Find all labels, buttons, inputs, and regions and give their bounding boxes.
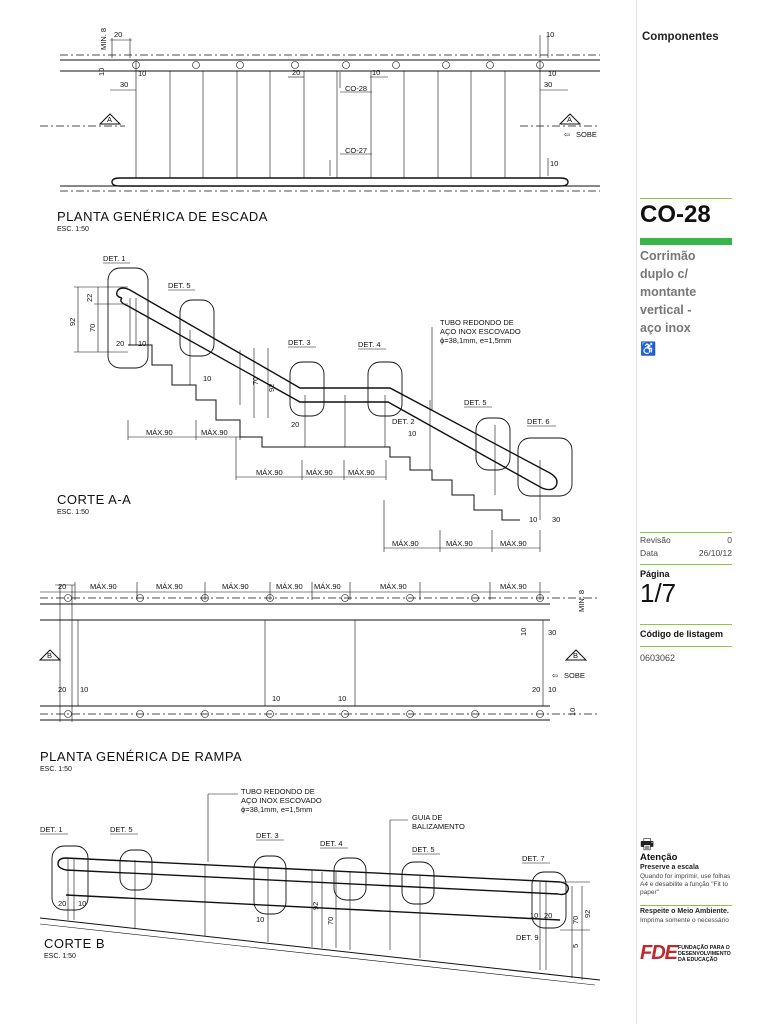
detail-label: DET. 4 bbox=[358, 340, 381, 349]
note-text: TUBO REDONDO DE bbox=[241, 787, 315, 796]
dim-text: 10 bbox=[372, 68, 381, 77]
detail-label: DET. 1 bbox=[103, 254, 126, 263]
sobe-arrow-icon: ⇦ bbox=[564, 130, 571, 139]
logo-text: FUNDAÇÃO PARA O DESENVOLVIMENTO DA EDUCAÇÃO bbox=[678, 945, 731, 963]
dim-text: 20 bbox=[544, 911, 553, 920]
view-scale: ESC. 1:50 bbox=[44, 953, 76, 960]
dim-text: MIN. 8 bbox=[99, 27, 108, 50]
section-heading: Componentes bbox=[642, 31, 719, 43]
printer-icon: 🖶 bbox=[640, 836, 655, 853]
data-value: 26/10/12 bbox=[698, 548, 732, 558]
dim-text: 10 bbox=[80, 685, 89, 694]
note-text: BALIZAMENTO bbox=[412, 822, 465, 831]
accent-bar bbox=[640, 238, 732, 245]
dim-text: 10 bbox=[256, 915, 265, 924]
dim-text: 20 bbox=[292, 68, 301, 77]
description-line: vertical - bbox=[640, 303, 692, 317]
detail-label: DET. 5 bbox=[110, 825, 133, 834]
codigo-label: Código de listagem bbox=[640, 629, 724, 639]
dim-text: 10 bbox=[530, 911, 539, 920]
planta-escada-view bbox=[40, 28, 600, 233]
dim-text: 10 bbox=[97, 67, 106, 76]
dim-text: MÁX.90 bbox=[446, 539, 473, 548]
dim-text: 70 bbox=[326, 916, 335, 925]
note-text: GUIA DE bbox=[412, 813, 443, 822]
meio-ambiente-title: Respeite o Meio Ambiente. bbox=[640, 908, 729, 915]
pagina-label: Página bbox=[640, 569, 670, 579]
atencao-text: Quando for imprimir, use folhas A4 e desabilite a função "Fit to paper" bbox=[640, 873, 731, 896]
label-co28: CO-28 bbox=[345, 84, 368, 93]
dim-text: MÁX.90 bbox=[306, 468, 333, 477]
detail-label: DET. 3 bbox=[288, 338, 311, 347]
detail-label: DET. 5 bbox=[464, 398, 487, 407]
section-label: A bbox=[567, 115, 573, 124]
note-text: TUBO REDONDO DE bbox=[440, 318, 514, 327]
view-title: CORTE A-A bbox=[57, 492, 132, 507]
dim-text: MÁX.90 bbox=[156, 582, 183, 591]
section-label: A bbox=[107, 115, 113, 124]
dim-text: 10 bbox=[272, 694, 281, 703]
view-scale: ESC. 1:50 bbox=[40, 766, 72, 773]
dim-text: 70 bbox=[251, 376, 260, 385]
dim-text: 10 bbox=[203, 374, 212, 383]
detail-label: DET. 6 bbox=[527, 417, 550, 426]
atencao-title: Atenção bbox=[640, 852, 678, 863]
view-title: PLANTA GENÉRICA DE RAMPA bbox=[40, 749, 243, 764]
dim-text: 30 bbox=[544, 80, 553, 89]
sobe-arrow-icon: ⇦ bbox=[552, 671, 559, 680]
component-code: CO-28 bbox=[640, 201, 711, 228]
sidebar bbox=[640, 0, 768, 1024]
note-text: ϕ=38,1mm, e=1,5mm bbox=[241, 805, 313, 814]
detail-marker bbox=[518, 438, 572, 496]
dim-text: 10 bbox=[408, 429, 417, 438]
dim-text: 10 bbox=[550, 159, 559, 168]
corte-b-view bbox=[40, 787, 600, 985]
dim-text: 10 bbox=[138, 69, 147, 78]
dim-text: 70 bbox=[88, 323, 97, 332]
dim-text: MÁX.90 bbox=[276, 582, 303, 591]
dim-text: 10 bbox=[519, 627, 528, 636]
data-row bbox=[640, 548, 732, 558]
dim-text: 92 bbox=[311, 901, 320, 910]
description-line: aço inox bbox=[640, 321, 691, 335]
dim-text: 20 bbox=[58, 582, 67, 591]
dim-text: 10 bbox=[138, 339, 147, 348]
data-label: Data bbox=[640, 548, 658, 558]
detail-label: DET. 9 bbox=[516, 933, 539, 942]
detail-marker bbox=[120, 850, 152, 890]
dim-text: 22 bbox=[85, 293, 94, 302]
dim-text: 10 bbox=[78, 899, 87, 908]
pagina-value: 1/7 bbox=[640, 578, 677, 608]
dim-text: MÁX.90 bbox=[90, 582, 117, 591]
divider bbox=[640, 532, 732, 533]
dim-text: 5 bbox=[571, 943, 580, 948]
dim-text: 20 bbox=[532, 685, 541, 694]
description-line: Corrimão bbox=[640, 249, 696, 263]
dim-text: MÁX.90 bbox=[380, 582, 407, 591]
dim-text: 20 bbox=[114, 30, 123, 39]
section-label: B bbox=[47, 651, 53, 660]
dim-text: MÁX.90 bbox=[500, 539, 527, 548]
dim-text: 70 bbox=[571, 915, 580, 924]
dim-text: 92 bbox=[68, 317, 77, 326]
description-line: duplo c/ bbox=[640, 267, 688, 281]
revisao-value: 0 bbox=[727, 535, 732, 545]
revisao-label: Revisão bbox=[640, 535, 671, 545]
fde-logo bbox=[640, 942, 735, 966]
divider bbox=[640, 624, 732, 625]
dim-text: 10 bbox=[338, 694, 347, 703]
revisao-row bbox=[640, 535, 732, 545]
dim-text: 20 bbox=[116, 339, 125, 348]
dim-text: 30 bbox=[548, 628, 557, 637]
dim-text: 30 bbox=[120, 80, 129, 89]
dim-text: 20 bbox=[58, 899, 67, 908]
divider bbox=[640, 646, 732, 647]
dim-text: 92 bbox=[583, 909, 592, 918]
wheelchair-icon: ♿ bbox=[640, 341, 657, 356]
dim-text: 20 bbox=[291, 420, 300, 429]
divider bbox=[640, 564, 732, 565]
sobe-label: SOBE bbox=[576, 130, 597, 139]
dim-text: MÁX.90 bbox=[222, 582, 249, 591]
note-text: AÇO INOX ESCOVADO bbox=[241, 796, 322, 805]
detail-label: DET. 3 bbox=[256, 831, 279, 840]
dim-text: 92 bbox=[267, 383, 276, 392]
logo-mark: FDE bbox=[640, 942, 677, 964]
planta-rampa-view bbox=[40, 582, 600, 773]
codigo-value: 0603062 bbox=[640, 653, 676, 663]
detail-label: DET. 2 bbox=[392, 417, 415, 426]
detail-marker bbox=[402, 862, 434, 904]
dim-text: 10 bbox=[529, 515, 538, 524]
detail-label: DET. 1 bbox=[40, 825, 63, 834]
view-title: PLANTA GENÉRICA DE ESCADA bbox=[57, 209, 268, 224]
dim-text: MÁX.90 bbox=[146, 428, 173, 437]
dim-text: MIN. 8 bbox=[577, 589, 586, 612]
dim-text: 20 bbox=[58, 685, 67, 694]
detail-label: DET. 5 bbox=[412, 845, 435, 854]
detail-marker bbox=[108, 268, 148, 368]
divider bbox=[640, 198, 732, 199]
divider bbox=[640, 905, 732, 906]
view-scale: ESC. 1:50 bbox=[57, 509, 89, 516]
detail-label: DET. 7 bbox=[522, 854, 545, 863]
dim-text: 30 bbox=[552, 515, 561, 524]
section-label: B bbox=[573, 651, 579, 660]
dim-text: MÁX.90 bbox=[256, 468, 283, 477]
detail-marker bbox=[290, 362, 324, 416]
component-description bbox=[640, 247, 736, 337]
dim-text: 10 bbox=[548, 685, 557, 694]
note-text: AÇO INOX ESCOVADO bbox=[440, 327, 521, 336]
note-text: ϕ=38,1mm, e=1,5mm bbox=[440, 336, 512, 345]
dim-text: MÁX.90 bbox=[500, 582, 527, 591]
atencao-subtitle: Preserve a escala bbox=[640, 864, 699, 871]
label-co27: CO-27 bbox=[345, 146, 368, 155]
dim-text: MÁX.90 bbox=[201, 428, 228, 437]
dim-text: MÁX.90 bbox=[392, 539, 419, 548]
view-title: CORTE B bbox=[44, 936, 106, 951]
dim-text: 10 bbox=[568, 707, 577, 716]
detail-label: DET. 5 bbox=[168, 281, 191, 290]
meio-ambiente-text: Imprima somente o necessário bbox=[640, 917, 729, 924]
view-scale: ESC. 1:50 bbox=[57, 226, 89, 233]
dim-text: MÁX.90 bbox=[348, 468, 375, 477]
dim-text: MÁX.90 bbox=[314, 582, 341, 591]
detail-marker bbox=[476, 418, 510, 470]
corte-aa-view bbox=[57, 254, 572, 552]
sobe-label: SOBE bbox=[564, 671, 585, 680]
description-line: montante bbox=[640, 285, 697, 299]
sidebar-divider bbox=[636, 0, 637, 1024]
detail-label: DET. 4 bbox=[320, 839, 343, 848]
dim-text: 10 bbox=[546, 30, 555, 39]
dim-text: 10 bbox=[548, 69, 557, 78]
